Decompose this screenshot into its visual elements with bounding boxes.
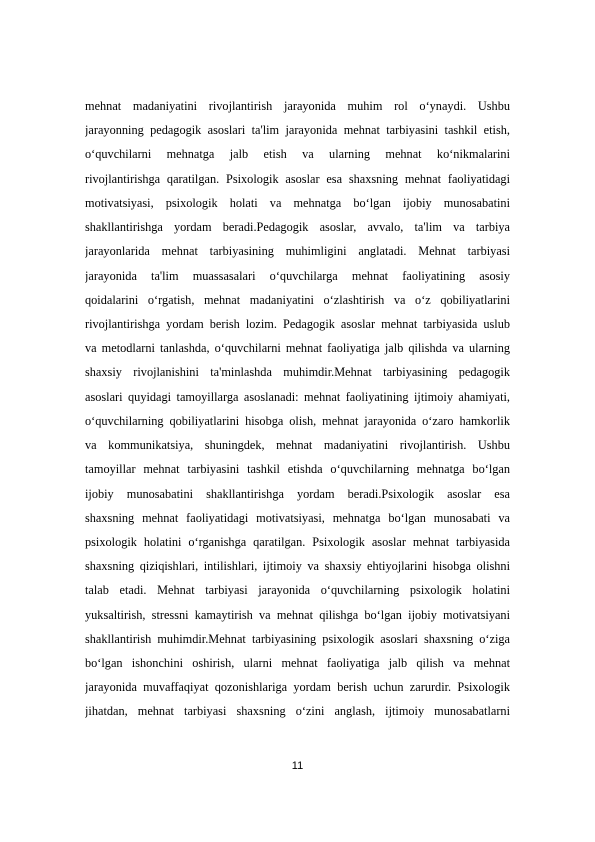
text-line: shakllantirish muhimdir.Mehnat tarbiyasining psixologik asoslari shaxsning o‘ziga bbox=[85, 631, 510, 646]
text-line: jarayonida ta'lim muassasalari o‘quvchilarga mehnat faoliyatining asosiy bbox=[85, 268, 510, 283]
text-line: o‘quvchilarning qobiliyatlarini hisobga olish, mehnat jarayonida o‘zaro hamkorlik bbox=[85, 413, 510, 428]
text-line: jarayonida muvaffaqiyat qozonishlariga yordam berish uchun zarurdir. Psixologik bbox=[85, 680, 510, 695]
page-number: 11 bbox=[291, 760, 304, 772]
text-line: tamoyillar mehnat tarbiyasini tashkil etishda o‘quvchilarning mehnatga bo‘lgan bbox=[85, 462, 510, 477]
text-line: shaxsning qiziqishlari, intilishlari, ijtimoiy va shaxsiy ehtiyojlarini hisobga olishni bbox=[85, 559, 510, 574]
text-line: asoslari quyidagi tamoyillarga asoslanadi: mehnat faoliyatining ijtimoiy ahamiyati, bbox=[85, 389, 510, 404]
text-line: jihatdan, mehnat tarbiyasi shaxsning o‘zini anglash, ijtimoiy munosabatlarni bbox=[85, 704, 510, 719]
text-line: mehnat madaniyatini rivojlantirish jarayonida muhim rol o‘ynaydi. Ushbu bbox=[85, 99, 510, 113]
text-line: talab etadi. Mehnat tarbiyasi jarayonida o‘quvchilarning psixologik holatini bbox=[85, 583, 510, 598]
text-line: rivojlantirishga yordam berish lozim. Pedagogik asoslar mehnat tarbiyasida uslub bbox=[85, 316, 510, 331]
text-line: rivojlantirishga qaratilgan. Psixologik asoslar esa shaxsning mehnat faoliyatidagi bbox=[85, 171, 510, 186]
body-text bbox=[85, 94, 510, 724]
text-line: jarayonning pedagogik asoslari ta'lim jarayonida mehnat tarbiyasini tashkil etish, bbox=[85, 123, 510, 138]
text-line: bo‘lgan ishonchini oshirish, ularni mehnat faoliyatiga jalb qilish va mehnat bbox=[85, 656, 510, 671]
text-line: shakllantirishga yordam beradi.Pedagogik asoslar, avvalo, ta'lim va tarbiya bbox=[85, 220, 510, 235]
text-line: ijobiy munosabatini shakllantirishga yordam beradi.Psixologik asoslar esa bbox=[85, 486, 510, 501]
text-line: o‘quvchilarni mehnatga jalb etish va ularning mehnat ko‘nikmalarini bbox=[85, 147, 510, 162]
text-line: yuksaltirish, stressni kamaytirish va mehnat qilishga bo‘lgan ijobiy motivatsiyani bbox=[85, 607, 510, 622]
text-line: jarayonlarida mehnat tarbiyasining muhimligini anglatadi. Mehnat tarbiyasi bbox=[85, 244, 510, 259]
text-line: qoidalarini o‘rgatish, mehnat madaniyatini o‘zlashtirish va o‘z qobiliyatlarini bbox=[85, 292, 510, 307]
text-line: shaxsning mehnat faoliyatidagi motivatsiyasi, mehnatga bo‘lgan munosabati va bbox=[85, 510, 510, 525]
text-line: psixologik holatini o‘rganishga qaratilgan. Psixologik asoslar mehnat tarbiyasida bbox=[85, 534, 510, 549]
text-line: va metodlarni tanlashda, o‘quvchilarni mehnat faoliyatiga jalb qilishda va ularning bbox=[85, 341, 510, 356]
text-line: motivatsiyasi, psixologik holati va mehnatga bo‘lgan ijobiy munosabatini bbox=[85, 195, 510, 210]
text-line: va kommunikatsiya, shuningdek, mehnat madaniyatini rivojlantirish. Ushbu bbox=[85, 438, 510, 453]
text-line: shaxsiy rivojlanishini ta'minlashda muhimdir.Mehnat tarbiyasining pedagogik bbox=[85, 365, 510, 380]
